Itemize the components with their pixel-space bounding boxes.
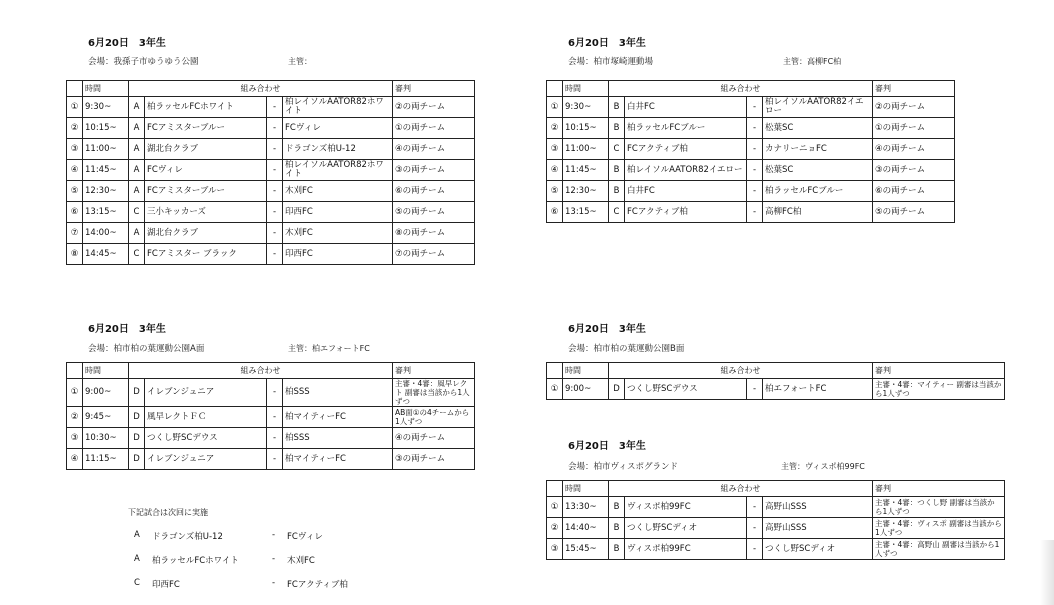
match-time: 11:00~ [563, 139, 609, 160]
match-time: 14:40~ [563, 518, 609, 539]
header-no-cell [67, 81, 83, 97]
header-time-cell: 時間 [83, 81, 129, 97]
versus-dash: - [267, 449, 283, 470]
away-team: 高野山SSS [763, 518, 873, 539]
match-group: B [609, 497, 625, 518]
referee-cell: ⑤の両チーム [393, 202, 475, 223]
versus-dash: - [747, 139, 763, 160]
match-number: ② [547, 518, 563, 539]
table-row [67, 449, 475, 470]
away-team: 高柳FC柏 [763, 202, 873, 223]
referee-cell: ④の両チーム [393, 428, 475, 449]
table-header-row [547, 81, 955, 97]
home-team: 三小キッカーズ [145, 202, 267, 223]
match-group: A [129, 223, 145, 244]
block-title: 6月20日 3年生 [568, 324, 646, 335]
away-team: 柏エフォートFC [763, 379, 873, 400]
away-team: FCヴィレ [283, 118, 393, 139]
table-row [547, 97, 955, 118]
home-team: イレブンジュニア [145, 379, 267, 407]
match-number: ④ [547, 160, 563, 181]
table-row [547, 202, 955, 223]
match-time: 11:15~ [83, 449, 129, 470]
home-team: FCアミスター ブラック [145, 244, 267, 265]
away-team: 印西FC [283, 244, 393, 265]
match-group: C [609, 139, 625, 160]
match-time: 9:30~ [563, 97, 609, 118]
match-time: 11:45~ [563, 160, 609, 181]
header-no-cell [547, 481, 563, 497]
deferred-grp: C [134, 578, 140, 588]
home-team: 柏ラッセルFCブルー [625, 118, 747, 139]
table-row [67, 160, 475, 181]
versus-dash: - [747, 379, 763, 400]
table-row [67, 202, 475, 223]
away-team: 柏レイソルAATOR82イエロー [763, 97, 873, 118]
venue-label: 会場：我孫子市ゆうゆう公園 [88, 57, 199, 67]
match-number: ④ [67, 449, 83, 470]
header-time-cell: 時間 [563, 81, 609, 97]
venue-label: 会場：柏市柏の葉運動公園A面 [88, 344, 205, 354]
versus-dash: - [747, 160, 763, 181]
header-match-cell: 組み合わせ [609, 481, 873, 497]
match-number: ① [67, 379, 83, 407]
table-row [547, 160, 955, 181]
referee-cell: 主審・4審：高野山 副審は当該から1人ずつ [873, 539, 1005, 560]
organizer-label: 主管：柏エフォートFC [288, 344, 370, 353]
away-team: 松葉SC [763, 118, 873, 139]
table-row [547, 518, 1005, 539]
home-team: FCアクティブ柏 [625, 202, 747, 223]
block-title: 6月20日 3年生 [88, 38, 166, 49]
away-team: 柏SSS [283, 428, 393, 449]
home-team: FCアミスターブルー [145, 181, 267, 202]
match-time: 15:45~ [563, 539, 609, 560]
away-team: 木刈FC [283, 223, 393, 244]
match-time: 12:30~ [563, 181, 609, 202]
match-time: 14:45~ [83, 244, 129, 265]
match-time: 9:00~ [563, 379, 609, 400]
home-team: FCアミスターブルー [145, 118, 267, 139]
header-time-cell: 時間 [563, 363, 609, 379]
header-no-cell [67, 363, 83, 379]
versus-dash: - [747, 497, 763, 518]
referee-cell: ⑥の両チーム [873, 181, 955, 202]
home-team: つくし野SCデウス [625, 379, 747, 400]
match-group: C [129, 244, 145, 265]
header-referee-cell: 審判 [873, 81, 955, 97]
match-group: B [609, 539, 625, 560]
referee-cell: ②の両チーム [393, 97, 475, 118]
home-team: FCアクティブ柏 [625, 139, 747, 160]
table-header-row [67, 363, 475, 379]
header-referee-cell: 審判 [873, 481, 1005, 497]
deferred-home: ドラゴンズ柏U-12 [152, 532, 223, 542]
versus-dash: - [267, 428, 283, 449]
versus-dash: - [267, 139, 283, 160]
referee-cell: ⑤の両チーム [873, 202, 955, 223]
match-number: ③ [67, 428, 83, 449]
organizer-label: 主管： [288, 57, 312, 66]
deferred-home: 柏ラッセルFCホワイト [152, 556, 239, 566]
referee-cell: ⑥の両チーム [393, 181, 475, 202]
match-group: D [129, 379, 145, 407]
away-team: 柏マイティーFC [283, 449, 393, 470]
table-row [67, 428, 475, 449]
match-time: 13:15~ [563, 202, 609, 223]
header-referee-cell: 審判 [873, 363, 1005, 379]
match-group: B [609, 160, 625, 181]
away-team: 木刈FC [283, 181, 393, 202]
table-row [67, 139, 475, 160]
table-row [547, 497, 1005, 518]
referee-cell: ①の両チーム [393, 118, 475, 139]
schedule-table [546, 362, 1005, 400]
header-match-cell: 組み合わせ [129, 81, 393, 97]
match-time: 13:30~ [563, 497, 609, 518]
versus-dash: - [747, 118, 763, 139]
match-number: ① [547, 97, 563, 118]
match-time: 10:15~ [83, 118, 129, 139]
referee-cell: ③の両チーム [393, 160, 475, 181]
referee-cell: 主審・4審：ヴィスポ 副審は当該から1人ずつ [873, 518, 1005, 539]
match-number: ① [67, 97, 83, 118]
deferred-away: FCアクティブ柏 [287, 580, 348, 590]
versus-dash: - [267, 379, 283, 407]
match-time: 11:45~ [83, 160, 129, 181]
match-time: 13:15~ [83, 202, 129, 223]
match-number: ⑥ [547, 202, 563, 223]
table-header-row [67, 81, 475, 97]
home-team: FCヴィレ [145, 160, 267, 181]
match-number: ② [547, 118, 563, 139]
versus-dash: - [747, 539, 763, 560]
referee-cell: ②の両チーム [873, 97, 955, 118]
away-team: 柏SSS [283, 379, 393, 407]
table-row [67, 379, 475, 407]
away-team: 柏レイソルAATOR82ホワイト [283, 160, 393, 181]
home-team: 柏ラッセルFCホワイト [145, 97, 267, 118]
match-number: ① [547, 497, 563, 518]
table-row [547, 379, 1005, 400]
away-team: カナリーニョFC [763, 139, 873, 160]
match-number: ② [67, 407, 83, 428]
schedule-table [66, 362, 475, 470]
deferred-dash: - [272, 554, 276, 564]
versus-dash: - [267, 407, 283, 428]
match-number: ③ [547, 539, 563, 560]
versus-dash: - [267, 244, 283, 265]
header-time-cell: 時間 [563, 481, 609, 497]
venue-label: 会場：柏市柏の葉運動公園B面 [568, 344, 685, 354]
match-group: B [609, 518, 625, 539]
match-time: 11:00~ [83, 139, 129, 160]
deferred-home: 印西FC [152, 580, 180, 590]
header-match-cell: 組み合わせ [129, 363, 393, 379]
match-group: A [129, 118, 145, 139]
away-team: 高野山SSS [763, 497, 873, 518]
deferred-away: FCヴィレ [287, 532, 323, 542]
header-no-cell [547, 81, 563, 97]
versus-dash: - [747, 97, 763, 118]
schedule-table [66, 80, 475, 265]
header-no-cell [547, 363, 563, 379]
referee-cell: ①の両チーム [873, 118, 955, 139]
versus-dash: - [747, 181, 763, 202]
versus-dash: - [267, 202, 283, 223]
referee-cell: ③の両チーム [873, 160, 955, 181]
match-group: C [129, 202, 145, 223]
home-team: つくし野SCデウス [145, 428, 267, 449]
away-team: つくし野SCディオ [763, 539, 873, 560]
match-group: B [609, 97, 625, 118]
venue-label: 会場：柏市塚崎運動場 [568, 57, 654, 67]
venue-label: 会場：柏市ヴィスポグランド [568, 462, 678, 472]
block-title: 6月20日 3年生 [568, 441, 646, 452]
match-number: ⑧ [67, 244, 83, 265]
table-row [67, 223, 475, 244]
referee-cell: 主審・4審：マイティー 副審は当該から1人ずつ [873, 379, 1005, 400]
match-number: ① [547, 379, 563, 400]
match-time: 9:00~ [83, 379, 129, 407]
match-time: 9:30~ [83, 97, 129, 118]
deferred-grp: A [134, 530, 140, 540]
match-group: D [129, 449, 145, 470]
table-row [67, 181, 475, 202]
table-row [547, 118, 955, 139]
versus-dash: - [747, 202, 763, 223]
deferred-grp: A [134, 554, 140, 564]
page-edge-shadow [1040, 540, 1054, 605]
table-header-row [547, 363, 1005, 379]
referee-cell: ⑧の両チーム [393, 223, 475, 244]
match-time: 10:30~ [83, 428, 129, 449]
table-row [547, 539, 1005, 560]
match-time: 12:30~ [83, 181, 129, 202]
home-team: イレブンジュニア [145, 449, 267, 470]
schedule-table [546, 480, 1005, 560]
match-number: ⑥ [67, 202, 83, 223]
referee-cell: 主審・4審：風早レクト 副審は当該から1人ずつ [393, 379, 475, 407]
match-time: 9:45~ [83, 407, 129, 428]
match-number: ⑦ [67, 223, 83, 244]
match-group: D [129, 428, 145, 449]
match-number: ③ [547, 139, 563, 160]
match-group: D [129, 407, 145, 428]
match-group: A [129, 97, 145, 118]
match-number: ⑤ [67, 181, 83, 202]
match-number: ⑤ [547, 181, 563, 202]
home-team: 柏レイソルAATOR82イエロー [625, 160, 747, 181]
schedule-table [546, 80, 955, 223]
header-referee-cell: 審判 [393, 363, 475, 379]
block-title: 6月20日 3年生 [568, 38, 646, 49]
home-team: 湖北台クラブ [145, 139, 267, 160]
home-team: ヴィスポ柏99FC [625, 539, 747, 560]
referee-cell: ⑦の両チーム [393, 244, 475, 265]
away-team: 松葉SC [763, 160, 873, 181]
header-time-cell: 時間 [83, 363, 129, 379]
home-team: 風早レクトＦＣ [145, 407, 267, 428]
match-group: B [609, 181, 625, 202]
referee-cell: 主審・4審：つくし野 副審は当該から1人ずつ [873, 497, 1005, 518]
match-group: A [129, 139, 145, 160]
match-group: A [129, 181, 145, 202]
away-team: 印西FC [283, 202, 393, 223]
match-number: ③ [67, 139, 83, 160]
away-team: 柏マイティーFC [283, 407, 393, 428]
versus-dash: - [267, 118, 283, 139]
home-team: つくし野SCディオ [625, 518, 747, 539]
table-row [67, 244, 475, 265]
referee-cell: ④の両チーム [873, 139, 955, 160]
table-row [547, 181, 955, 202]
deferred-heading: 下記試合は次回に実施 [128, 508, 208, 517]
header-match-cell: 組み合わせ [609, 363, 873, 379]
table-row [67, 97, 475, 118]
block-title: 6月20日 3年生 [88, 324, 166, 335]
organizer-label: 主管：ヴィスポ柏99FC [781, 462, 865, 471]
home-team: ヴィスポ柏99FC [625, 497, 747, 518]
home-team: 白井FC [625, 181, 747, 202]
versus-dash: - [267, 160, 283, 181]
referee-cell: ③の両チーム [393, 449, 475, 470]
versus-dash: - [747, 518, 763, 539]
versus-dash: - [267, 181, 283, 202]
organizer-label: 主管：高柳FC柏 [783, 57, 842, 66]
deferred-dash: - [272, 530, 276, 540]
match-number: ④ [67, 160, 83, 181]
header-match-cell: 組み合わせ [609, 81, 873, 97]
table-row [67, 407, 475, 428]
versus-dash: - [267, 223, 283, 244]
match-group: D [609, 379, 625, 400]
deferred-dash: - [272, 578, 276, 588]
match-time: 10:15~ [563, 118, 609, 139]
versus-dash: - [267, 97, 283, 118]
table-header-row [547, 481, 1005, 497]
deferred-away: 木刈FC [287, 556, 315, 566]
away-team: 柏ラッセルFCブルー [763, 181, 873, 202]
table-row [547, 139, 955, 160]
match-number: ② [67, 118, 83, 139]
header-referee-cell: 審判 [393, 81, 475, 97]
referee-cell: AB面①の4チームから1人ずつ [393, 407, 475, 428]
home-team: 湖北台クラブ [145, 223, 267, 244]
table-row [67, 118, 475, 139]
match-group: C [609, 202, 625, 223]
referee-cell: ④の両チーム [393, 139, 475, 160]
match-time: 14:00~ [83, 223, 129, 244]
away-team: ドラゴンズ柏U-12 [283, 139, 393, 160]
away-team: 柏レイソルAATOR82ホワイト [283, 97, 393, 118]
match-group: B [609, 118, 625, 139]
home-team: 白井FC [625, 97, 747, 118]
match-group: A [129, 160, 145, 181]
